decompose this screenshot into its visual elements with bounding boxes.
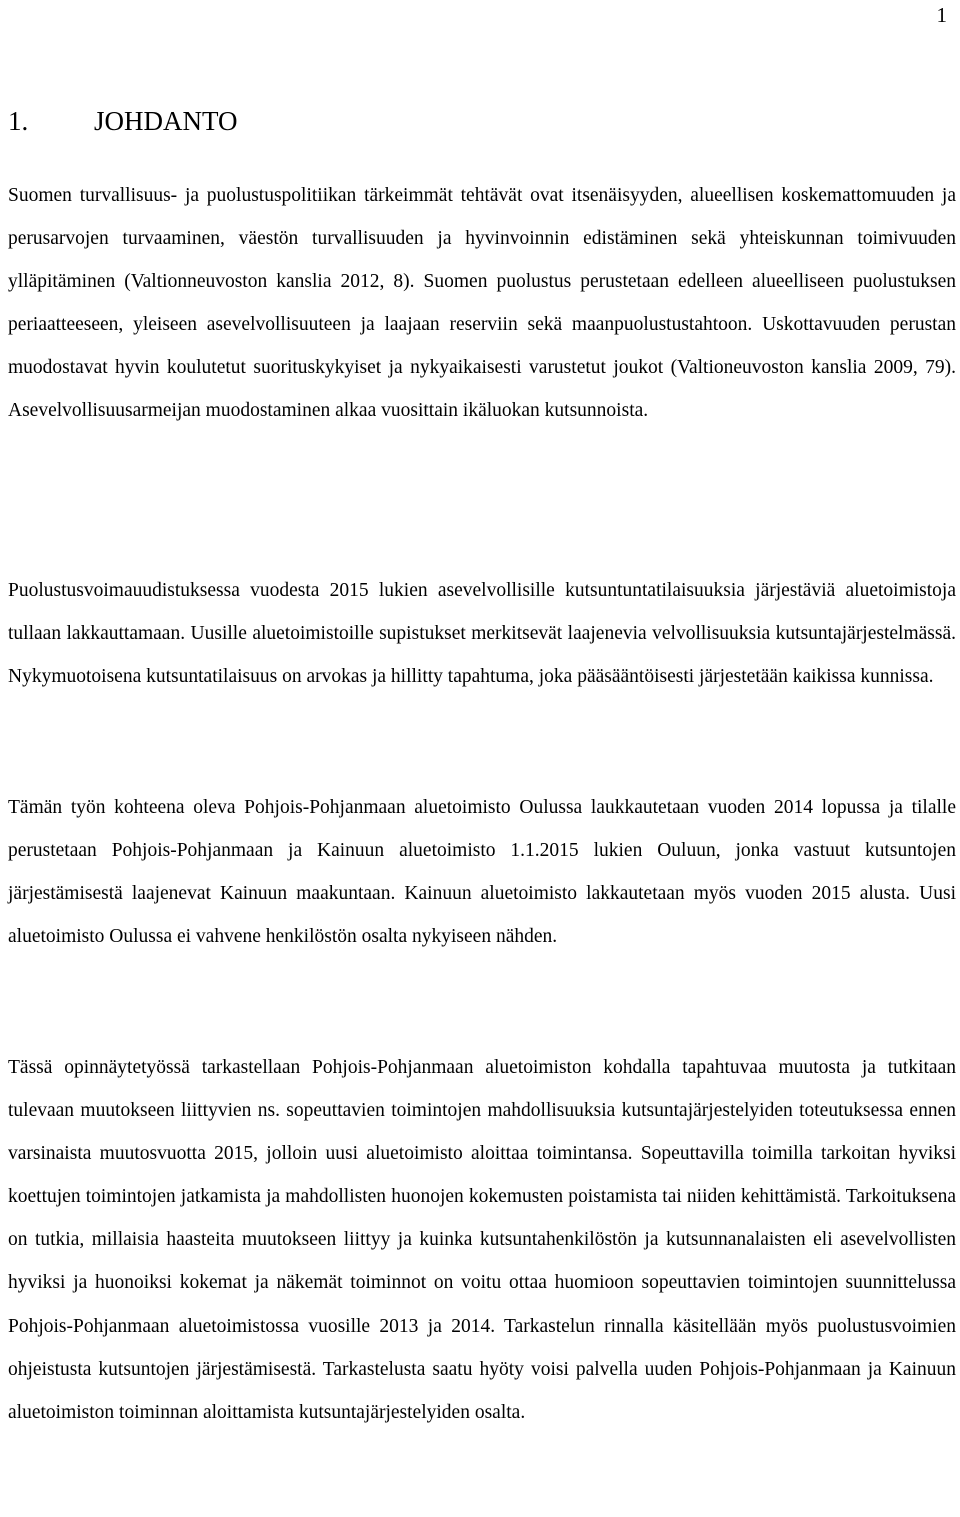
chapter-title: JOHDANTO <box>94 106 238 136</box>
paragraph-introduction: Suomen turvallisuus- ja puolustuspolitiikan tärkeimmät tehtävät ovat itsenäisyyden, alueellisen koskemattomuuden ja perusarvojen turvaaminen, väestön turvallisuuden ja hyvinvoinnin edistäminen sekä yhteiskunnan toimivuuden ylläpitäminen (Valtionneuvoston kanslia 2012, 8). Suomen puolustus perustetaan edelleen alueelliseen puolustuksen periaatteeseen, yleiseen asevelvollisuuteen ja laajaan reserviin sekä maanpuolustustahtoon. Uskottavuuden perustan muodostavat hyvin koulutetut suorituskykyiset ja nykyaikaisesti varustetut joukot (Valtioneuvoston kanslia 2009, 79). Asevelvollisuusarmeijan muodostaminen alkaa vuosittain ikäluokan kutsunnoista. <box>8 185 956 422</box>
chapter-heading <box>8 104 238 138</box>
paragraph-thesis-aim: Tässä opinnäytetyössä tarkastellaan Pohjois-Pohjanmaan aluetoimiston kohdalla tapahtuvaa muutosta ja tutkitaan tulevaan muutokseen liittyvien ns. sopeuttavien toimintojen mahdollisuuksia kutsuntajärjestelyiden toteutuksessa ennen varsinaista muutosvuotta 2015, jolloin uusi aluetoimisto aloittaa toimintansa. Sopeuttavilla toimilla tarkoitan hyviksi koettujen toimintojen jatkamista ja mahdollisten huonojen kokemusten poistamista tai niiden kehittämistä. Tarkoituksena on tutkia, millaisia haasteita muutokseen liittyy ja kuinka kutsuntahenkilöstön ja kutsunnanalaisten eli asevelvollisten hyviksi ja huonoiksi kokemat ja näkemät toiminnot on voitu ottaa huomioon sopeuttavien toimintojen suunnittelussa Pohjois-Pohjanmaan aluetoimistossa vuosille 2013 ja 2014. Tarkastelun rinnalla käsitellään myös puolustusvoimien ohjeistusta kutsuntojen järjestämisestä. Tarkastelusta saatu hyöty voisi palvella uuden Pohjois-Pohjanmaan ja Kainuun aluetoimiston toiminnan aloittamista kutsuntajärjestelyiden osalta. <box>8 1057 956 1423</box>
page-number: 1 <box>936 3 947 27</box>
paragraph-reform: Puolustusvoimauudistuksessa vuodesta 2015 lukien asevelvollisille kutsuntuntatilaisuuksia järjestäviä aluetoimistoja tullaan lakkauttamaan. Uusille aluetoimistoille supistukset merkitsevät laajenevia velvollisuuksia kutsuntajärjestelmässä. Nykymuotoisena kutsuntatilaisuus on arvokas ja hillitty tapahtuma, joka pääsääntöisesti järjestetään kaikissa kunnissa. <box>8 580 956 688</box>
chapter-number: 1. <box>8 106 29 136</box>
paragraph-regional-office: Tämän työn kohteena oleva Pohjois-Pohjanmaan aluetoimisto Oulussa laukkautetaan vuoden 2014 lopussa ja tilalle perustetaan Pohjois-Pohjanmaan ja Kainuun aluetoimisto 1.1.2015 lukien Ouluun, jonka vastuut kutsuntojen järjestämisestä laajenevat Kainuun maakuntaan. Kainuun aluetoimisto lakkautetaan myös vuoden 2015 alusta. Uusi aluetoimisto Oulussa ei vahvene henkilöstön osalta nykyiseen nähden. <box>8 797 956 948</box>
